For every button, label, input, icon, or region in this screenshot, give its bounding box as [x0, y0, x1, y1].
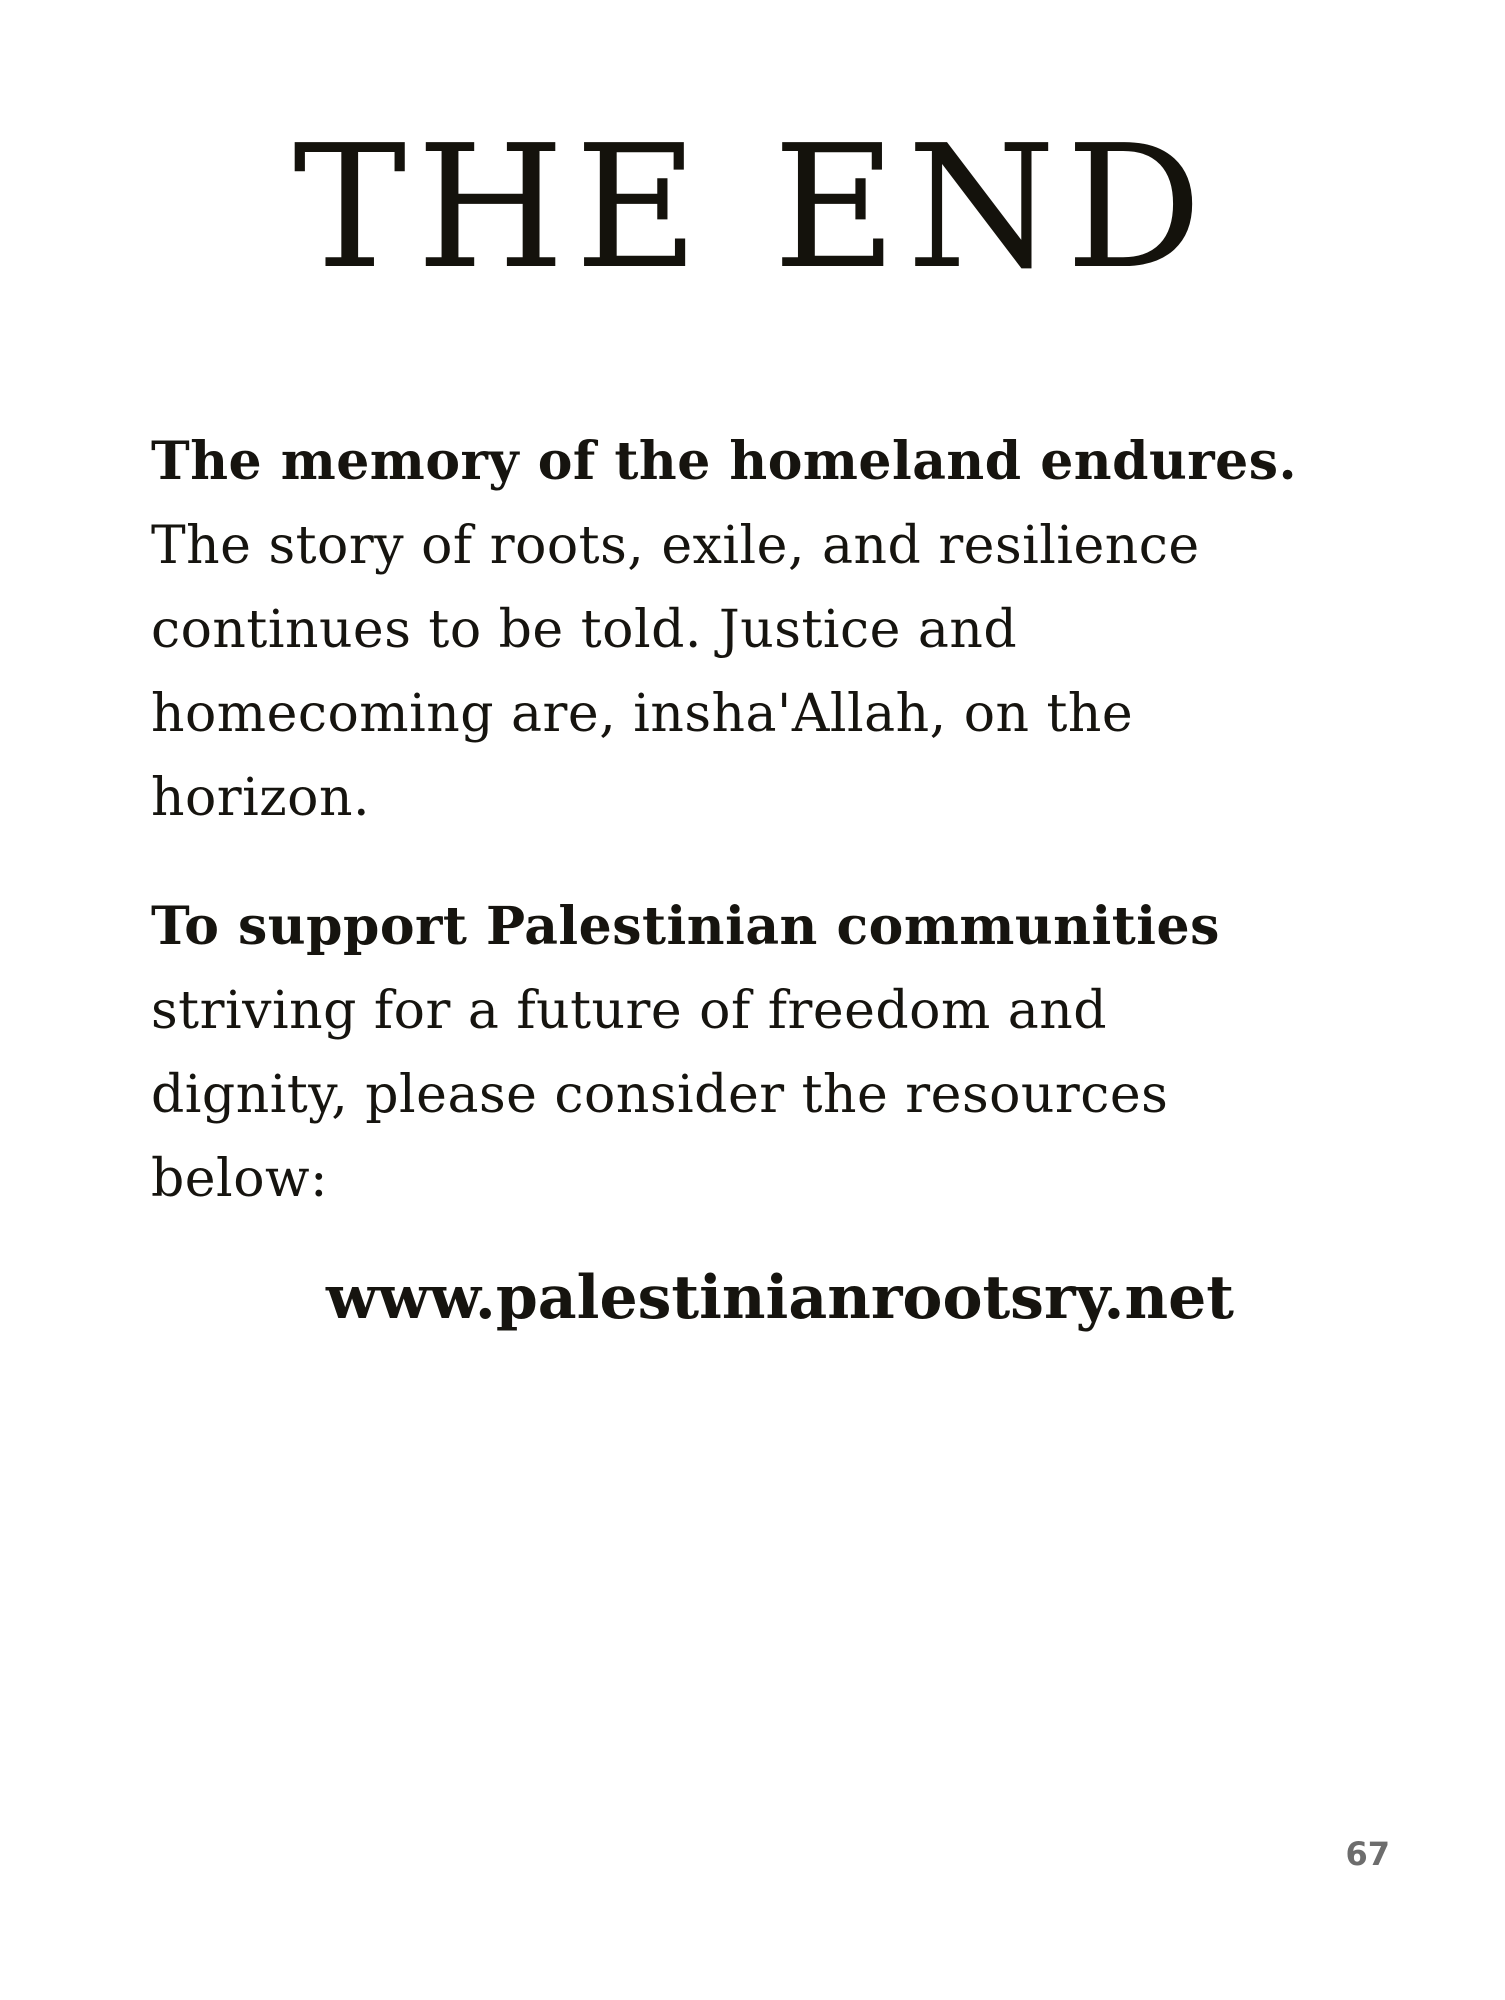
page-title: THE END: [293, 109, 1212, 307]
closing-paragraph-line: The story of roots, exile, and resilience: [151, 516, 1200, 576]
closing-paragraph-lead: The memory of the homeland endures.: [151, 431, 1298, 492]
resource-url: www.palestinianrootsry.net: [326, 1263, 1234, 1333]
closing-paragraph-line: horizon.: [151, 768, 371, 828]
closing-paragraph-line: continues to be told. Justice and: [151, 600, 1018, 660]
support-paragraph-lead: To support Palestinian communities: [151, 896, 1220, 957]
support-paragraph-line: dignity, please consider the resources: [151, 1065, 1169, 1125]
page-number: 67: [1345, 1835, 1390, 1873]
closing-paragraph-line: homecoming are, insha'Allah, on the: [151, 684, 1134, 744]
support-paragraph-line: below:: [151, 1149, 329, 1209]
support-paragraph-line: striving for a future of freedom and: [151, 981, 1108, 1041]
closing-paragraph: [151, 420, 1301, 840]
support-paragraph: [151, 885, 1301, 1221]
